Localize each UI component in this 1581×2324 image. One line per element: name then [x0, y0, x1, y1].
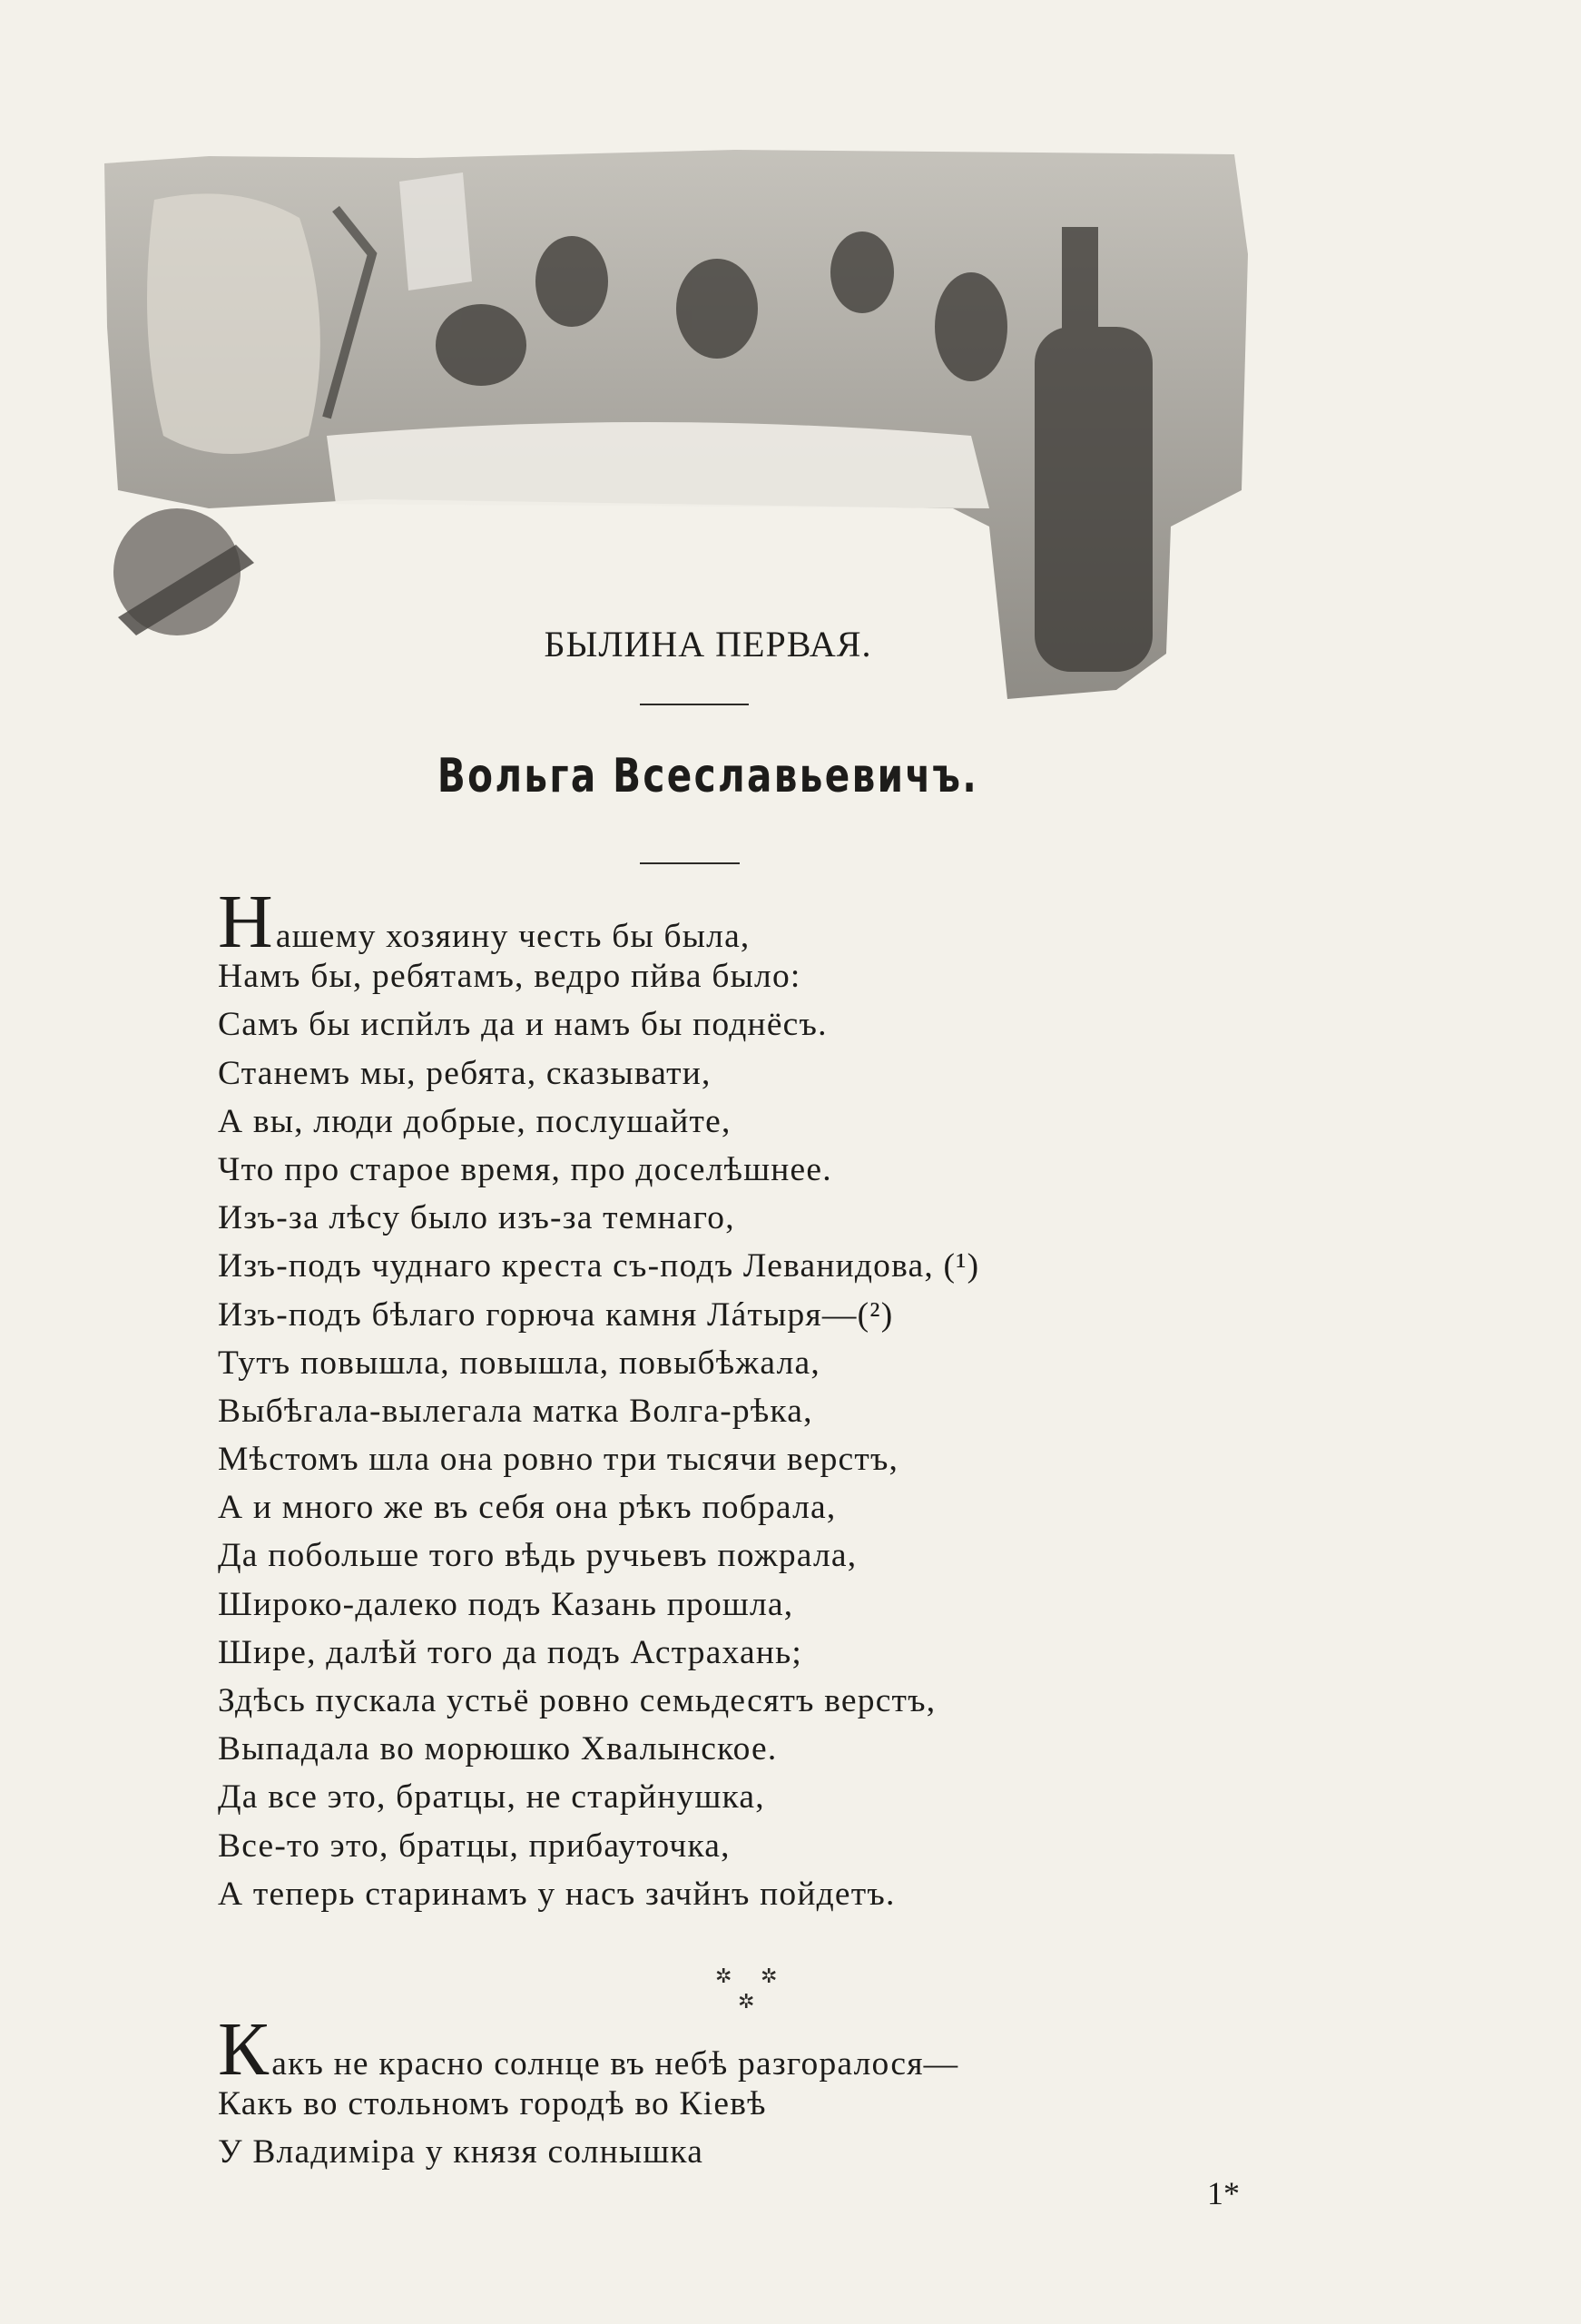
stanza-line: Да побольше того вѣдь ручьевъ пожрала,: [218, 1537, 858, 1575]
stanza-line: А теперь старинамъ у насъ зачйнъ пойдетъ.: [218, 1875, 896, 1913]
signature-mark: 1*: [1207, 2175, 1240, 2211]
asterism-ornament: [708, 1961, 790, 2015]
svg-text:✲: ✲: [761, 1965, 778, 1988]
title-divider: [640, 862, 740, 864]
stanza-line: Намъ бы, ребятамъ, ведро пйва было:: [218, 958, 801, 996]
stanza-line: У Владиміра у князя солнышка: [218, 2133, 704, 2171]
stanza-line: Все-то это, братцы, прибауточка,: [218, 1827, 731, 1865]
stanza-line: Выпадала во морюшко Хвалынское.: [218, 1730, 778, 1768]
stanza-line: Какъ не красно солнце въ небѣ разгоралося—: [218, 2007, 959, 2092]
heading-divider: [640, 704, 749, 705]
stanza-line: Выбѣгала-вылегала матка Волга-рѣка,: [218, 1392, 813, 1430]
stanza-line: Изъ-подъ бѣлаго горюча камня Лáтыря—(²): [218, 1295, 894, 1334]
stanza-first: [218, 880, 980, 1918]
dropcap: Н: [218, 880, 274, 964]
stanza-line: Здѣсь пускала устьё ровно семьдесятъ верстъ,: [218, 1682, 937, 1719]
stanza-line: Изъ-подъ чуднаго креста съ-подъ Леванидова, (¹): [218, 1247, 980, 1285]
stanza-line: Изъ-за лѣсу было изъ-за темнаго,: [218, 1199, 735, 1237]
stanza-line: А вы, люди добрые, послушайте,: [218, 1102, 732, 1140]
poem-title: Вольга Всеславьевичъ.: [437, 749, 979, 803]
svg-text:✲: ✲: [715, 1965, 732, 1988]
section-heading: БЫЛИНА ПЕРВАЯ.: [544, 624, 872, 665]
stanza-second: [218, 2007, 959, 2177]
stanza-line: Станемъ мы, ребята, сказывати,: [218, 1054, 712, 1092]
dropcap: К: [218, 2007, 270, 2092]
stanza-line: Нашему хозяину честь бы была,: [218, 880, 751, 964]
stanza-line: Что про старое время, про доселѣшнее.: [218, 1150, 832, 1188]
stanza-line: Тутъ повышла, повышла, повыбѣжала,: [218, 1344, 820, 1382]
feast-illustration: [100, 145, 1252, 763]
svg-text:✲: ✲: [738, 1991, 755, 2014]
stanza-line: А и много же въ себя она рѣкъ побрала,: [218, 1489, 837, 1527]
stanza-line: Самъ бы испйлъ да и намъ бы поднёсъ.: [218, 1006, 828, 1044]
stanza-line: Широко-далеко подъ Казань прошла,: [218, 1585, 794, 1623]
stanza-line: Да все это, братцы, не старйнушка,: [218, 1778, 765, 1817]
stanza-line: Мѣстомъ шла она ровно три тысячи верстъ,: [218, 1441, 899, 1479]
stanza-line: Какъ во стольномъ городѣ во Кіевѣ: [218, 2085, 767, 2123]
stanza-line: Шире, далѣй того да подъ Астрахань;: [218, 1633, 803, 1671]
